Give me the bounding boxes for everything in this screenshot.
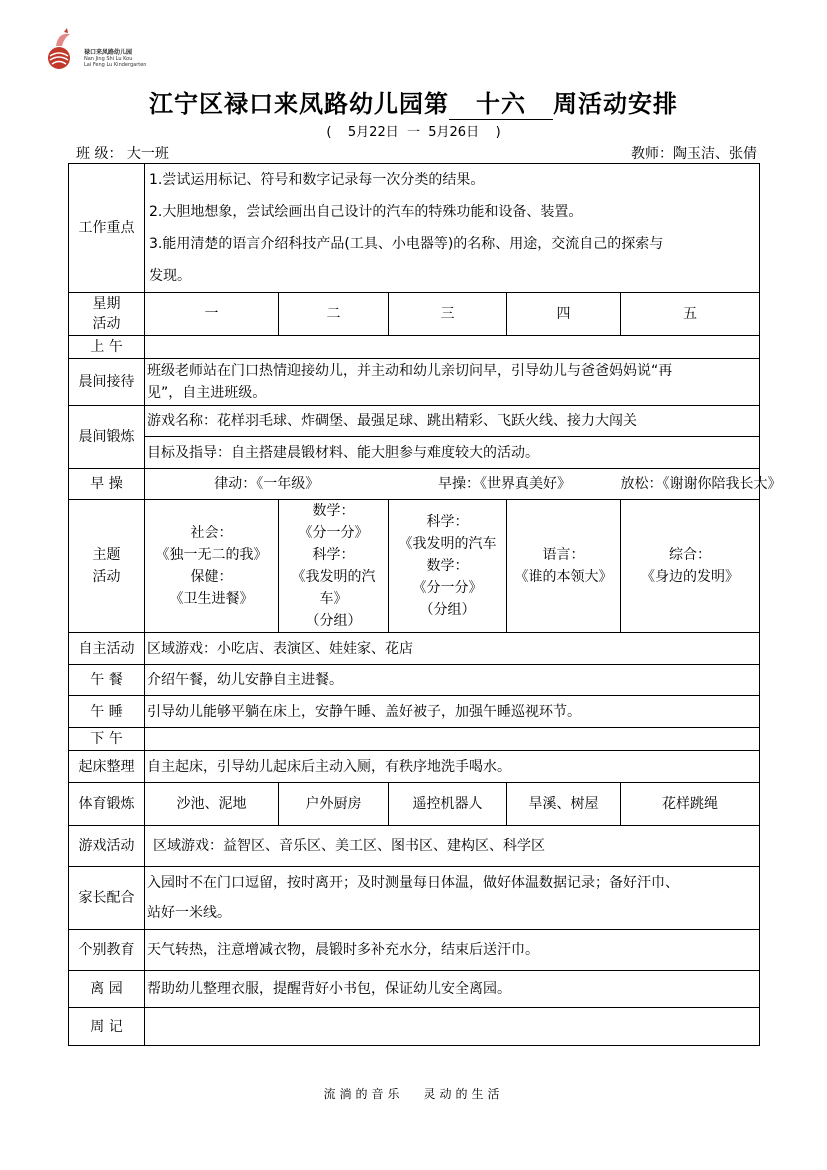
theme-mon-line: 保健： [190, 569, 233, 585]
leave-content: 帮助幼儿整理衣服，提醒背好小书包，保证幼儿安全离园。 [145, 971, 760, 1008]
class-info [76, 143, 169, 163]
theme-tue-line: （分组） [305, 613, 362, 629]
nap-label: 午 睡 [69, 696, 145, 728]
footer-right: 灵动的生活 [423, 1087, 504, 1101]
class-label: 班 级： [76, 146, 123, 162]
row-theme [69, 500, 760, 633]
pe-fri: 花样跳绳 [621, 783, 760, 826]
afternoon-label: 下 午 [69, 728, 145, 751]
class-name: 大一班 [126, 146, 169, 162]
row-wakeup [69, 751, 760, 783]
drill-relax: 放松：《谢谢你陪我长大》 [621, 469, 760, 500]
work-focus-item: 2.大胆地想象，尝试绘画出自己设计的汽车的特殊功能和设备、装置。 [149, 204, 583, 220]
work-focus-item: 3.能用清楚的语言介绍科技产品(工具、小电器等)的名称、用途，交流自己的探索与 [149, 236, 664, 252]
theme-tue-line: 科学： [312, 547, 355, 563]
logo-school-name: 禄口来凤路幼儿园 [84, 49, 133, 56]
theme-label-line-1: 主题 [92, 547, 121, 563]
row-parent [69, 867, 760, 930]
weekday-thu: 四 [507, 293, 621, 336]
work-focus-item: 1.尝试运用标记、符号和数字记录每一次分类的结果。 [149, 172, 485, 188]
row-afternoon [69, 728, 760, 751]
row-work-focus [69, 164, 760, 293]
weekday-wed: 三 [389, 293, 507, 336]
theme-wed [389, 500, 507, 633]
theme-wed-line: 科学： [426, 514, 469, 530]
row-game [69, 826, 760, 867]
row-weekdays [69, 293, 760, 336]
theme-fri-line: 综合： [669, 547, 712, 563]
row-weekly-note [69, 1008, 760, 1046]
weekly-plan-table [68, 163, 782, 1046]
work-focus-item: 发现。 [149, 268, 191, 284]
individual-label: 个别教育 [69, 930, 145, 971]
theme-mon-line: 社会： [190, 525, 233, 541]
theme-wed-line: 《我发明的汽车 [398, 536, 497, 552]
weekday-mon: 一 [145, 293, 279, 336]
row-morning [69, 336, 760, 359]
row-exercise-games [69, 406, 760, 437]
weekly-note-content[interactable] [145, 1008, 760, 1046]
week-number: 十六 [449, 84, 553, 120]
footer-left: 流淌的音乐 [323, 1087, 404, 1101]
theme-tue-line: 《分一分》 [298, 525, 369, 541]
teacher-label: 教师： [631, 146, 673, 162]
drill-label: 早 操 [69, 469, 145, 500]
theme-wed-line: 数学： [426, 558, 469, 574]
theme-thu [507, 500, 621, 633]
theme-label [69, 500, 145, 633]
exercise-goal: 目标及指导：自主搭建晨锻材料、能大胆参与难度较大的活动。 [145, 437, 760, 469]
title-prefix: 江宁区禄口来凤路幼儿园第 [149, 90, 449, 118]
nap-content: 引导幼儿能够平躺在床上，安静午睡、盖好被子，加强午睡巡视环节。 [145, 696, 760, 728]
weekday-fri: 五 [621, 293, 760, 336]
lunch-label: 午 餐 [69, 665, 145, 696]
theme-mon-line: 《独一无二的我》 [155, 547, 268, 563]
reception-content [145, 359, 760, 406]
weekday-tue: 二 [279, 293, 389, 336]
work-focus-content [145, 164, 760, 293]
parent-label: 家长配合 [69, 867, 145, 930]
pe-tue: 户外厨房 [279, 783, 389, 826]
theme-tue-line: 《我发明的汽 [291, 569, 376, 585]
morning-empty [145, 336, 760, 359]
title-suffix: 周活动安排 [553, 90, 678, 118]
row-individual [69, 930, 760, 971]
parent-line-2: 站好一米线。 [147, 905, 231, 921]
row-leave [69, 971, 760, 1008]
parent-line-1: 入园时不在门口逗留，按时离开；及时测量每日体温，做好体温数据记录；备好汗巾、 [147, 875, 679, 891]
school-logo [44, 24, 174, 74]
date-range [0, 121, 827, 140]
pe-wed: 遥控机器人 [389, 783, 507, 826]
exercise-label: 晨间锻炼 [69, 406, 145, 469]
theme-wed-line: （分组） [419, 602, 476, 618]
pe-label: 体育锻炼 [69, 783, 145, 826]
theme-tue [279, 500, 389, 633]
parent-content [145, 867, 760, 930]
morning-label: 上 午 [69, 336, 145, 359]
theme-fri-line: 《身边的发明》 [641, 569, 740, 585]
work-focus-label: 工作重点 [69, 164, 145, 293]
pe-mon: 沙池、泥地 [145, 783, 279, 826]
wakeup-content: 自主起床，引导幼儿起床后主动入厕，有秩序地洗手喝水。 [145, 751, 760, 783]
individual-content: 天气转热，注意增减衣物，晨锻时多补充水分，结束后送汗巾。 [145, 930, 760, 971]
leave-label: 离 园 [69, 971, 145, 1008]
teacher-names: 陶玉洁、张倩 [673, 146, 757, 162]
row-self-activity [69, 633, 760, 665]
footer-slogan [0, 1085, 827, 1102]
self-activity-label: 自主活动 [69, 633, 145, 665]
page-title [0, 84, 827, 120]
weekday-header-line-1: 星期 [92, 296, 121, 312]
weekly-note-label: 周 记 [69, 1008, 145, 1046]
row-exercise-goal [69, 437, 760, 469]
wakeup-label: 起床整理 [69, 751, 145, 783]
theme-mon-line: 《卫生进餐》 [169, 591, 254, 607]
reception-line-1: 班级老师站在门口热情迎接幼儿，并主动和幼儿亲切问早，引导幼儿与爸爸妈妈说“再 [147, 363, 673, 379]
game-content: 区域游戏：益智区、音乐区、美工区、图书区、建构区、科学区 [145, 826, 760, 867]
afternoon-empty [145, 728, 760, 751]
weekday-header [69, 293, 145, 336]
logo-en-line-2: Lai Feng Lu Kindergarten [84, 62, 147, 68]
theme-label-line-2: 活动 [92, 569, 121, 585]
reception-line-2: 见”，自主进班级。 [147, 385, 267, 401]
exercise-games: 游戏名称：花样羽毛球、炸碉堡、最强足球、跳出精彩、飞跃火线、接力大闯关 [145, 406, 760, 437]
row-drill [69, 469, 760, 500]
row-reception [69, 359, 760, 406]
theme-tue-line: 车》 [319, 591, 348, 607]
reception-label: 晨间接待 [69, 359, 145, 406]
game-label: 游戏活动 [69, 826, 145, 867]
row-nap [69, 696, 760, 728]
row-lunch [69, 665, 760, 696]
pe-thu: 旱溪、树屋 [507, 783, 621, 826]
school-logo-icon [44, 26, 80, 72]
row-pe [69, 783, 760, 826]
teacher-info [631, 143, 757, 163]
drill-rhythm: 律动：《一年级》 [145, 469, 389, 500]
theme-thu-line: 语言： [542, 547, 585, 563]
weekday-header-line-2: 活动 [92, 316, 121, 332]
drill-exercise: 早操：《世界真美好》 [389, 469, 621, 500]
date-range-text: ( 5月22日 一 5月26日 ) [326, 125, 501, 140]
theme-mon [145, 500, 279, 633]
self-activity-content: 区域游戏：小吃店、表演区、娃娃家、花店 [145, 633, 760, 665]
lunch-content: 介绍午餐，幼儿安静自主进餐。 [145, 665, 760, 696]
theme-wed-line: 《分一分》 [412, 580, 483, 596]
theme-tue-line: 数学： [312, 503, 355, 519]
logo-en-line-1: Nan Jing Shi Lu Kou [84, 56, 133, 62]
theme-fri [621, 500, 760, 633]
theme-thu-line: 《谁的本领大》 [514, 569, 613, 585]
